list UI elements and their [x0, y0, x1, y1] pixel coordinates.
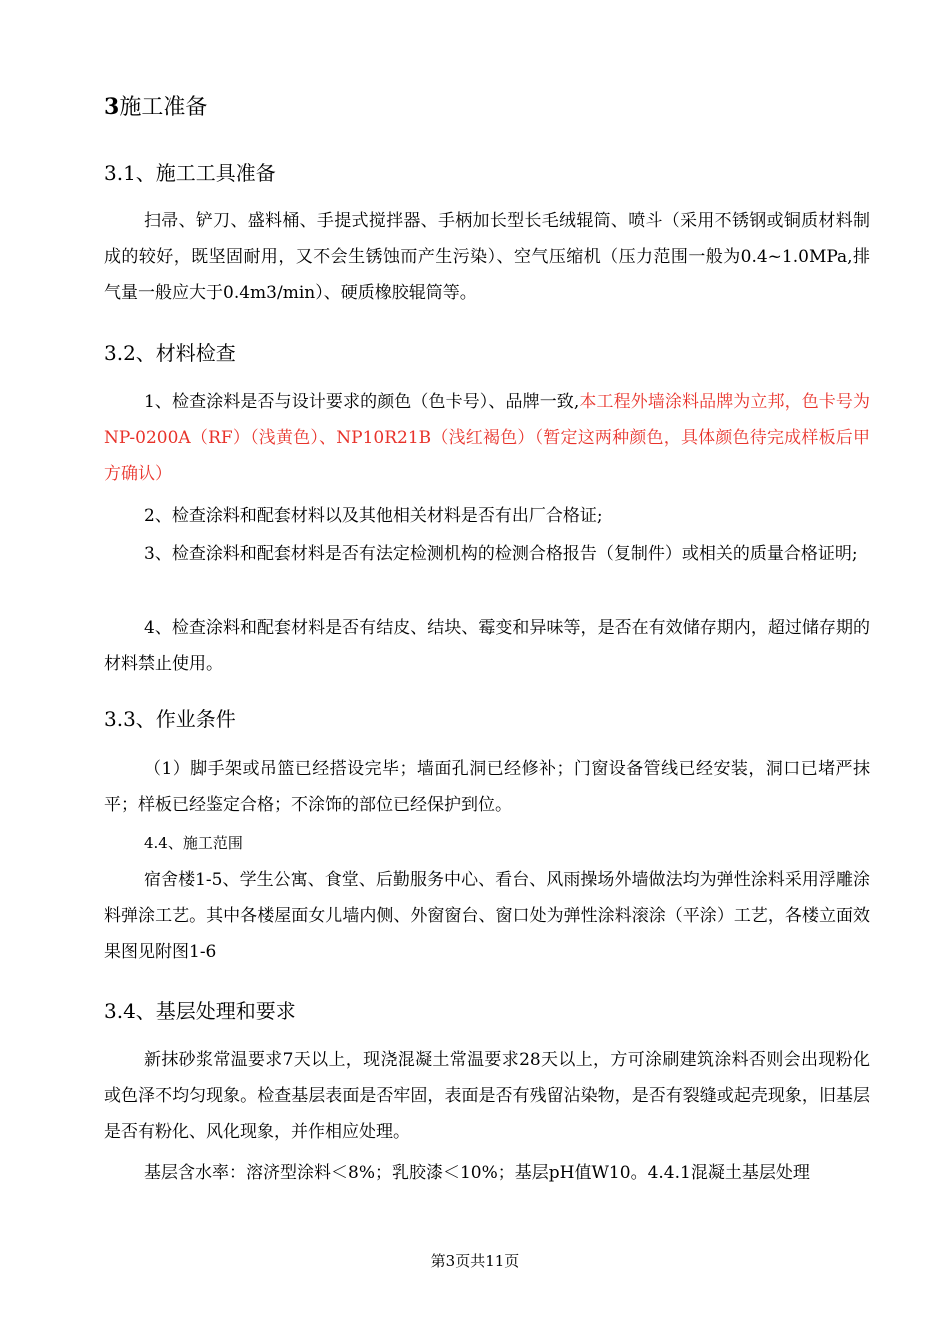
material-check-item-3: 3、检查涂料和配套材料是否有法定检测机构的检测合格报告（复制件）或相关的质量合格证明; [144, 544, 858, 564]
page-footer: 第3页共11页 [430, 1252, 520, 1270]
paragraph-scope: 宿舍楼1-5、学生公寓、食堂、后勤服务中心、看台、风雨操场外墙做法均为弹性涂料采用浮雕涂料弹涂工艺。其中各楼屋面女儿墙内侧、外窗窗台、窗口处为弹性涂料滚涂（平涂）工艺，各楼立面效果图见附图1-6 [104, 870, 870, 962]
work-condition-item-1: （1）脚手架或吊篮已经搭设完毕；墙面孔洞已经修补；门窗设备管线已经安装，洞口已堵严抹平；样板已经鉴定合格；不涂饰的部位已经保护到位。 [104, 759, 870, 815]
sub-heading-4-4: 4.4、施工范围 [144, 834, 243, 852]
material-check-item-1 [104, 384, 870, 492]
heading-3-3: 3.3、作业条件 [104, 707, 236, 731]
heading-3-2: 3.2、材料检查 [104, 341, 236, 365]
item-1-highlight: 本工程外墙涂料品牌为立邦，色卡号为NP-0200A（RF）（浅黄色）、NP10R21B（浅红褐色）（暂定这两种颜色，具体颜色待完成样板后甲方确认） [104, 392, 871, 484]
paragraph-moisture: 基层含水率：溶济型涂料＜8%；乳胶漆＜10%；基层pH值W10。4.4.1混凝土基层处理 [144, 1163, 810, 1183]
section-heading-3 [104, 91, 207, 124]
paragraph-tools: 扫帚、铲刀、盛料桶、手提式搅拌器、手柄加长型长毛绒辊筒、喷斗（采用不锈钢或铜质材料制成的较好，既坚固耐用，又不会生锈蚀而产生污染）、空气压缩机（压力范围一般为0.4~1.0MPa,排气量一般应大于0.4m3/min）、硬质橡胶辊筒等。 [104, 211, 870, 303]
item-1-text: 1、检查涂料是否与设计要求的颜色（色卡号）、品牌一致, [144, 392, 580, 412]
heading-3-4: 3.4、基层处理和要求 [104, 999, 296, 1023]
heading-3-1: 3.1、施工工具准备 [104, 161, 276, 185]
section-number: 3 [104, 94, 120, 120]
paragraph-base-requirements: 新抹砂浆常温要求7天以上，现浇混凝土常温要求28天以上，方可涂刷建筑涂料否则会出现粉化或色泽不均匀现象。检查基层表面是否牢固，表面是否有残留沾染物，是否有裂缝或起壳现象，旧基层是否有粉化、风化现象，并作相应处理。 [104, 1050, 870, 1142]
material-check-item-4: 4、检查涂料和配套材料是否有结皮、结块、霉变和异味等，是否在有效储存期内，超过储存期的材料禁止使用。 [104, 618, 870, 674]
material-check-item-2: 2、检查涂料和配套材料以及其他相关材料是否有出厂合格证; [144, 506, 603, 526]
section-title: 施工准备 [119, 95, 208, 120]
